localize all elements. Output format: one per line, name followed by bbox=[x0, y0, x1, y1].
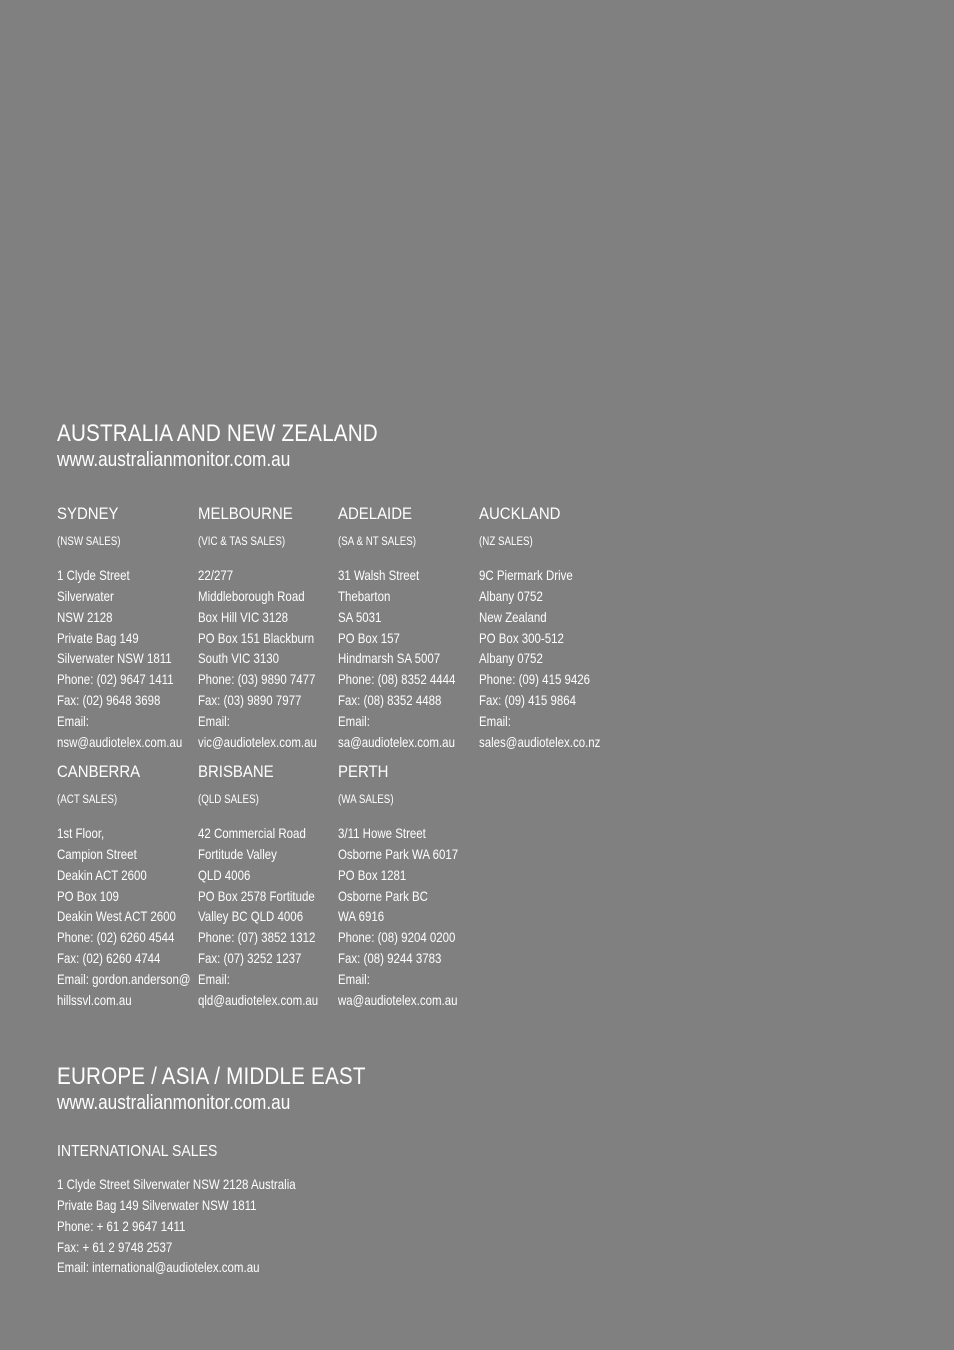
address-line: 42 Commercial Road bbox=[198, 825, 306, 841]
office-adelaide bbox=[338, 504, 478, 753]
office-city: PERTH bbox=[338, 762, 389, 781]
phone-line: Phone: (09) 415 9426 bbox=[479, 671, 591, 688]
address-line: Campion Street bbox=[57, 845, 137, 862]
email-label: Email: bbox=[57, 712, 89, 729]
address-line: Osborne Park BC bbox=[338, 887, 428, 904]
address-line: Deakin ACT 2600 bbox=[57, 866, 147, 883]
office-brisbane bbox=[198, 762, 338, 1011]
address-line: PO Box 157 bbox=[338, 629, 400, 646]
office-city: MELBOURNE bbox=[198, 504, 293, 523]
emea-title: EUROPE / ASIA / MIDDLE EAST bbox=[57, 1063, 366, 1090]
office-city: SYDNEY bbox=[57, 504, 119, 523]
office-sales-tag: (ACT SALES) bbox=[57, 794, 118, 806]
address-line: PO Box 151 Blackburn bbox=[198, 629, 315, 646]
office-city: BRISBANE bbox=[198, 762, 274, 781]
email-address[interactable]: nsw@audiotelex.com.au bbox=[57, 733, 183, 750]
email-address[interactable]: qld@audiotelex.com.au bbox=[198, 991, 319, 1008]
emea-header bbox=[57, 1063, 416, 1115]
anz-website[interactable]: www.australianmonitor.com.au bbox=[57, 449, 291, 471]
phone-line: Phone: (03) 9890 7477 bbox=[198, 671, 316, 688]
fax-line: Fax: (02) 6260 4744 bbox=[57, 950, 161, 967]
address-line: Private Bag 149 bbox=[57, 629, 139, 646]
anz-header bbox=[57, 420, 430, 472]
address-line: WA 6916 bbox=[338, 908, 385, 925]
address-line: 3/11 Howe Street bbox=[338, 825, 426, 841]
email-label: Email: bbox=[198, 970, 230, 987]
email-address[interactable]: vic@audiotelex.com.au bbox=[198, 733, 317, 750]
address-line: South VIC 3130 bbox=[198, 650, 280, 667]
phone-line: Phone: + 61 2 9647 1411 bbox=[57, 1217, 186, 1234]
address-line: SA 5031 bbox=[338, 608, 382, 625]
address-line: 22/277 bbox=[198, 567, 234, 583]
email-address[interactable]: wa@audiotelex.com.au bbox=[338, 991, 458, 1008]
fax-line: Fax: (03) 9890 7977 bbox=[198, 692, 302, 709]
address-line: PO Box 300-512 bbox=[479, 629, 564, 646]
office-auckland bbox=[479, 504, 619, 753]
address-line: QLD 4006 bbox=[198, 866, 251, 883]
phone-line: Phone: (07) 3852 1312 bbox=[198, 929, 316, 946]
international-sales-heading: INTERNATIONAL SALES bbox=[57, 1143, 218, 1160]
address-line: Valley BC QLD 4006 bbox=[198, 908, 304, 925]
email-address[interactable]: Email: gordon.anderson@ bbox=[57, 970, 191, 987]
office-sydney bbox=[57, 504, 197, 753]
address-line: PO Box 109 bbox=[57, 887, 119, 904]
fax-line: Fax: (02) 9648 3698 bbox=[57, 692, 161, 709]
address-line: Hindmarsh SA 5007 bbox=[338, 650, 441, 667]
phone-line: Phone: (08) 8352 4444 bbox=[338, 671, 456, 688]
address-line: NSW 2128 bbox=[57, 608, 113, 625]
office-canberra bbox=[57, 762, 197, 1011]
fax-line: Fax: (07) 3252 1237 bbox=[198, 950, 302, 967]
office-perth bbox=[338, 762, 478, 1011]
address-line: New Zealand bbox=[479, 608, 547, 625]
address-line: 9C Piermark Drive bbox=[479, 567, 573, 583]
emea-website[interactable]: www.australianmonitor.com.au bbox=[57, 1092, 291, 1114]
phone-line: Phone: (08) 9204 0200 bbox=[338, 929, 456, 946]
address-line: Fortitude Valley bbox=[198, 845, 277, 862]
address-line: Deakin West ACT 2600 bbox=[57, 908, 176, 925]
office-city: ADELAIDE bbox=[338, 504, 413, 523]
fax-line: Fax: (09) 415 9864 bbox=[479, 692, 577, 709]
address-line: 1 Clyde Street Silverwater NSW 2128 Australia bbox=[57, 1176, 296, 1192]
office-sales-tag: (QLD SALES) bbox=[198, 794, 259, 806]
international-sales bbox=[57, 1142, 348, 1278]
address-line: Box Hill VIC 3128 bbox=[198, 608, 288, 625]
address-line: Albany 0752 bbox=[479, 650, 543, 667]
address-line: Thebarton bbox=[338, 587, 391, 604]
address-line: Private Bag 149 Silverwater NSW 1811 bbox=[57, 1196, 257, 1213]
email-address[interactable]: hillssvl.com.au bbox=[57, 991, 132, 1008]
address-line: 1st Floor, bbox=[57, 825, 105, 841]
office-sales-tag: (NSW SALES) bbox=[57, 536, 121, 548]
email-label: Email: bbox=[198, 712, 230, 729]
office-city: CANBERRA bbox=[57, 762, 141, 781]
address-line: PO Box 2578 Fortitude bbox=[198, 887, 315, 904]
email-address[interactable]: sa@audiotelex.com.au bbox=[338, 733, 455, 750]
phone-line: Phone: (02) 6260 4544 bbox=[57, 929, 175, 946]
fax-line: Fax: (08) 9244 3783 bbox=[338, 950, 442, 967]
email-label: Email: bbox=[338, 712, 370, 729]
office-melbourne bbox=[198, 504, 338, 753]
phone-line: Phone: (02) 9647 1411 bbox=[57, 671, 174, 688]
email-address[interactable]: sales@audiotelex.co.nz bbox=[479, 733, 601, 750]
office-sales-tag: (SA & NT SALES) bbox=[338, 536, 417, 548]
address-line: 31 Walsh Street bbox=[338, 567, 420, 583]
anz-title: AUSTRALIA AND NEW ZEALAND bbox=[57, 420, 378, 447]
address-line: Albany 0752 bbox=[479, 587, 543, 604]
office-sales-tag: (NZ SALES) bbox=[479, 536, 533, 548]
address-line: PO Box 1281 bbox=[338, 866, 407, 883]
office-sales-tag: (VIC & TAS SALES) bbox=[198, 536, 286, 548]
address-line: Middleborough Road bbox=[198, 587, 305, 604]
fax-line: Fax: + 61 2 9748 2537 bbox=[57, 1238, 173, 1255]
fax-line: Fax: (08) 8352 4488 bbox=[338, 692, 442, 709]
address-line: 1 Clyde Street bbox=[57, 567, 130, 583]
email-label: Email: bbox=[479, 712, 511, 729]
address-line: Osborne Park WA 6017 bbox=[338, 845, 459, 862]
email-label: Email: bbox=[338, 970, 370, 987]
address-line: Silverwater NSW 1811 bbox=[57, 650, 172, 667]
email-address[interactable]: Email: international@audiotelex.com.au bbox=[57, 1259, 260, 1276]
office-sales-tag: (WA SALES) bbox=[338, 794, 394, 806]
office-city: AUCKLAND bbox=[479, 504, 561, 523]
address-line: Silverwater bbox=[57, 587, 114, 604]
